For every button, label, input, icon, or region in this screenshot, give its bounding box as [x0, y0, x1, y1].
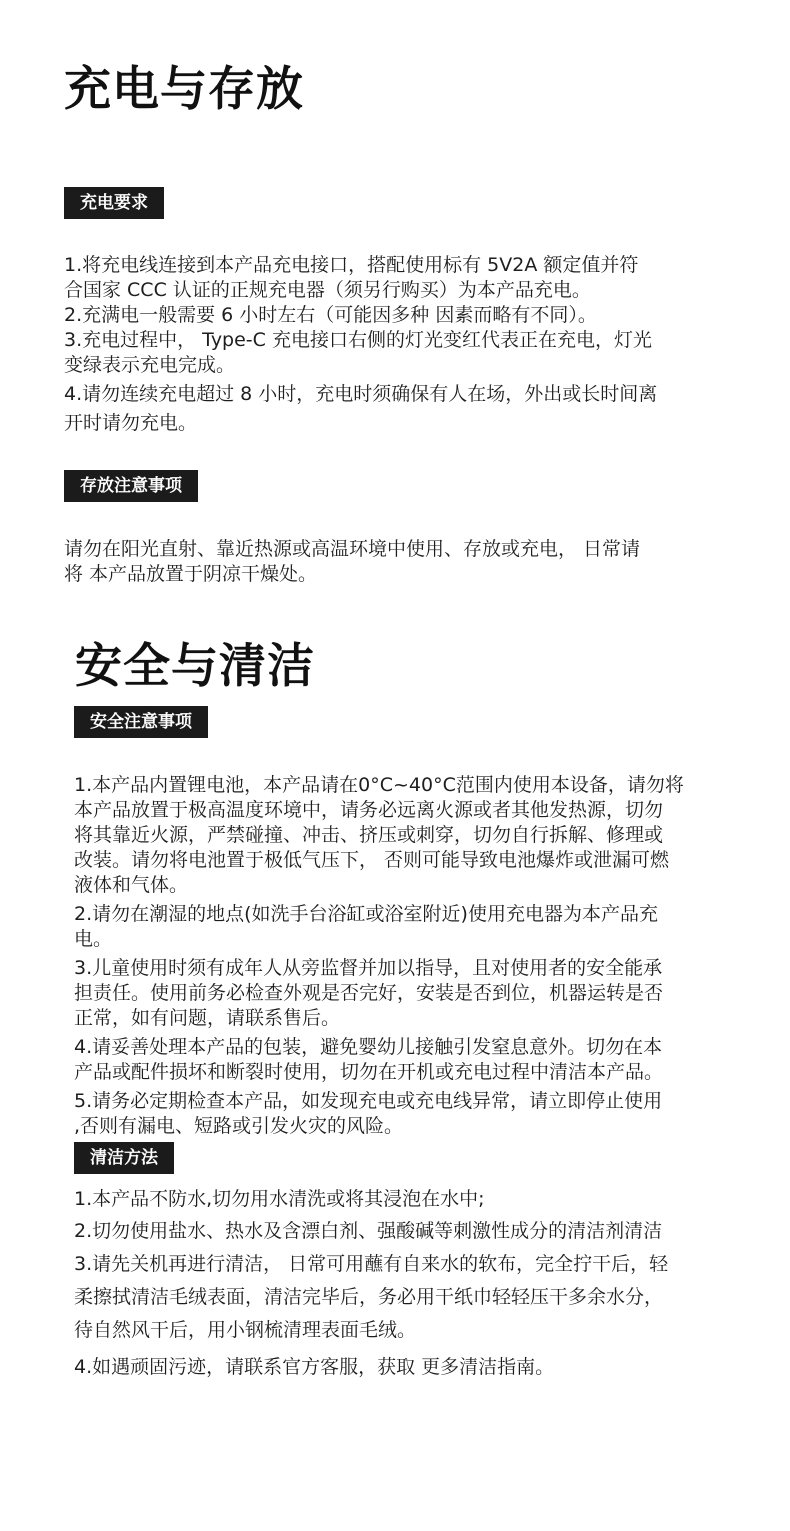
- tag-safety-notes: 安全注意事项: [74, 706, 208, 738]
- section-title-safety-cleaning: 安全与清洁: [75, 639, 315, 694]
- text-line: 本产品放置于极高温度环境中，请务必远离火源或者其他发热源，切勿: [74, 799, 664, 821]
- text-line: 1.本产品内置锂电池，本产品请在0°C~40°C范围内使用本设备，请勿将: [74, 774, 684, 796]
- text-line: 3.充电过程中， Type-C 充电接口右侧的灯光变红代表正在充电，灯光: [64, 329, 652, 351]
- text-line: 液体和气体。: [74, 874, 189, 896]
- charging-requirements-text: [64, 253, 657, 436]
- text-line: 改装。请勿将电池置于极低气压下， 否则可能导致电池爆炸或泄漏可燃: [74, 849, 670, 871]
- text-line: 将其靠近火源，严禁碰撞、冲击、挤压或刺穿，切勿自行拆解、修理或: [74, 824, 664, 846]
- cleaning-line-2: 2.切勿使用盐水、热水及含漂白剂、强酸碱等刺激性成分的清洁剂清洁: [74, 1220, 663, 1242]
- text-line: 请勿在阳光直射、靠近热源或高温环境中使用、存放或充电， 日常请: [64, 538, 641, 560]
- tag-charging-requirements: 充电要求: [64, 187, 164, 219]
- text-line: 3.儿童使用时须有成年人从旁监督并加以指导，且对使用者的安全能承: [74, 957, 663, 979]
- cleaning-line-6: 4.如遇顽固污迹，请联系官方客服，获取 更多清洁指南。: [74, 1356, 555, 1378]
- text-line: 2.充满电一般需要 6 小时左右（可能因多种 因素而略有不同）。: [64, 304, 597, 326]
- cleaning-line-3: 3.请先关机再进行清洁， 日常可用蘸有自来水的软布，完全拧干后，轻: [74, 1253, 669, 1275]
- storage-notes-text: [64, 537, 640, 587]
- text-line: 变绿表示充电完成。: [64, 354, 236, 376]
- text-line: 担责任。使用前务必检查外观是否完好，安装是否到位，机器运转是否: [74, 982, 664, 1004]
- text-line: 产品或配件损坏和断裂时使用，切勿在开机或充电过程中清洁本产品。: [74, 1061, 664, 1083]
- text-line: ,否则有漏电、短路或引发火灾的风险。: [74, 1115, 404, 1137]
- tag-cleaning-method: 清洁方法: [74, 1142, 174, 1174]
- safety-notes-text: [74, 773, 684, 1139]
- text-line: 4.请勿连续充电超过 8 小时，充电时须确保有人在场，外出或长时间离: [64, 383, 658, 405]
- text-line: 将 本产品放置于阴凉干燥处。: [64, 563, 318, 585]
- text-line: 电。: [74, 928, 113, 950]
- text-line: 合国家 CCC 认证的正规充电器（须另行购买）为本产品充电。: [64, 279, 591, 301]
- section-title-charging-storage: 充电与存放: [64, 62, 304, 117]
- text-line: 开时请勿充电。: [64, 412, 198, 434]
- text-line: 2.请勿在潮湿的地点(如洗手台浴缸或浴室附近)使用充电器为本产品充: [74, 903, 658, 925]
- cleaning-line-5: 待自然风干后，用小钢梳清理表面毛绒。: [74, 1319, 417, 1341]
- tag-storage-notes: 存放注意事项: [64, 470, 198, 502]
- cleaning-line-1: 1.本产品不防水,切勿用水清洗或将其浸泡在水中;: [74, 1188, 485, 1210]
- text-line: 4.请妥善处理本产品的包装，避免婴幼儿接触引发窒息意外。切勿在本: [74, 1036, 663, 1058]
- text-line: 正常，如有问题，请联系售后。: [74, 1007, 341, 1029]
- cleaning-line-4: 柔擦拭清洁毛绒表面，清洁完毕后，务必用干纸巾轻轻压干多余水分，: [74, 1286, 664, 1308]
- text-line: 5.请务必定期检查本产品，如发现充电或充电线异常，请立即停止使用: [74, 1090, 663, 1112]
- text-line: 1.将充电线连接到本产品充电接口，搭配使用标有 5V2A 额定值并符: [64, 254, 639, 276]
